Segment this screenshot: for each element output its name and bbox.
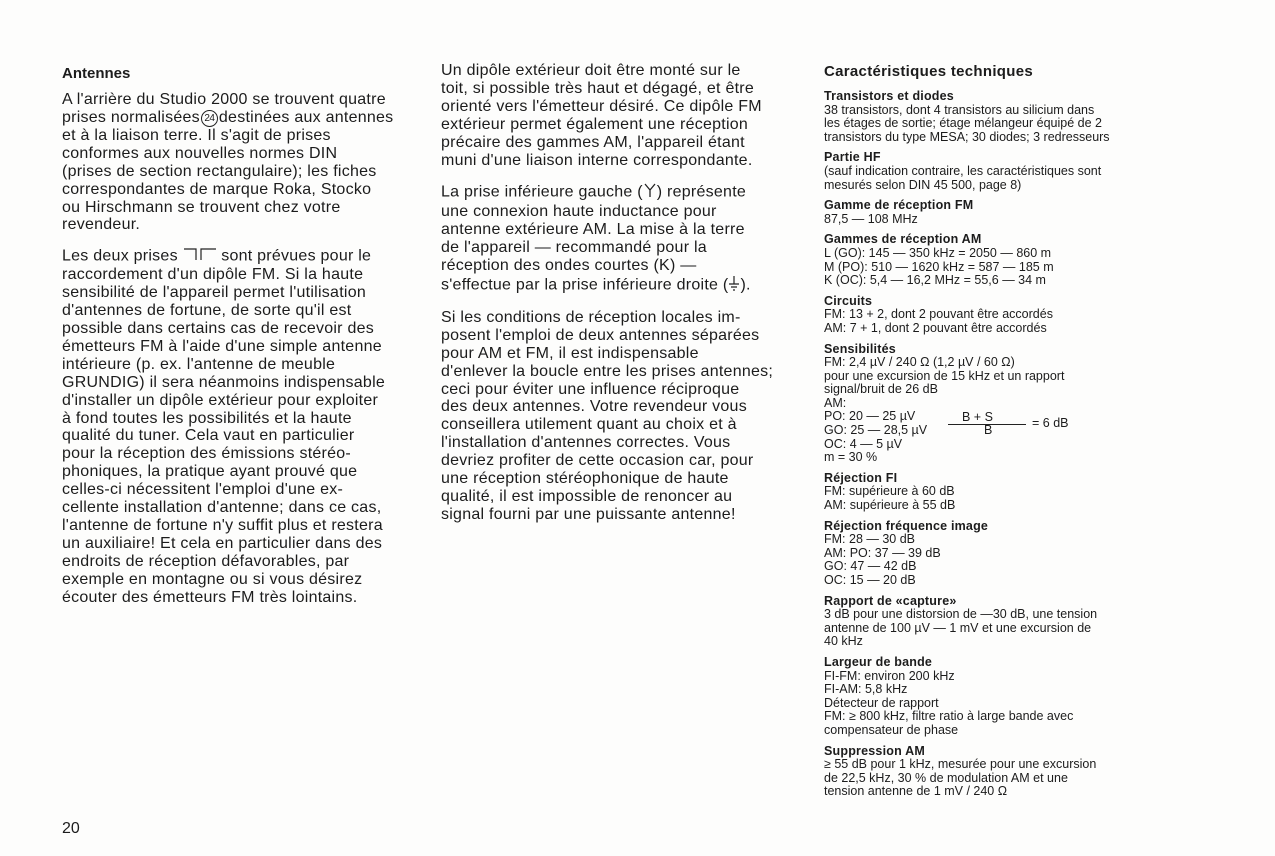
text-line: posent l'emploi de deux antennes séparées [441, 326, 760, 344]
spec-line: K (OC): 5,4 — 16,2 MHz = 55,6 — 34 m [824, 273, 1046, 288]
text-fragment: s'effectue par la prise inférieure droite ( [441, 276, 729, 294]
circled-reference-number: 24 [201, 110, 218, 127]
spec-line: pour une excursion de 15 kHz et un rapport [824, 368, 1065, 383]
text-line: sensibilité de l'appareil permet l'utilisation [62, 284, 366, 302]
spec-line: signal/bruit de 26 dB [824, 382, 938, 397]
spec-section [824, 745, 1174, 799]
text-line: l'installation d'antennes correctes. Vous [441, 434, 731, 452]
spec-line: FI-FM: environ 200 kHz [824, 668, 955, 683]
spec-line: GO: 25 — 28,5 µV [824, 423, 928, 438]
text-line: conseillera utilement quant au choix et à [441, 416, 737, 434]
spec-line: AM: 7 + 1, dont 2 pouvant être accordés [824, 320, 1047, 335]
text-fragment: destinées aux antennes [218, 108, 394, 126]
spec-line: Détecteur de rapport [824, 695, 939, 710]
text-line: (prises de section rectangulaire); les fiches [62, 162, 377, 180]
text-line: qualité du tuner. Cela vaut en particulier [62, 427, 355, 445]
spec-heading: Réjection FI [824, 470, 898, 485]
sensitivity-am-block [824, 410, 1174, 451]
text-line: d'installer un dipôle extérieur pour exploiter [62, 391, 379, 409]
text-line: GRUNDIG) il sera néanmoins indispensable [62, 373, 386, 391]
spec-line: 87,5 — 108 MHz [824, 211, 918, 226]
dipole-symbol-icon [183, 247, 217, 266]
text-line: d'enlever la boucle entre les prises antennes; [441, 362, 774, 380]
text-fragment: La prise inférieure gauche ( [441, 184, 643, 202]
ground-symbol-icon [728, 275, 740, 296]
spec-line: L (GO): 145 — 350 kHz = 2050 — 860 m [824, 245, 1052, 260]
text-fragment: ). [740, 276, 751, 294]
spec-line: 40 kHz [824, 634, 863, 649]
text-line: conformes aux nouvelles normes DIN [62, 144, 338, 162]
spec-heading: Suppression AM [824, 743, 925, 758]
text-fragment: Les deux prises [62, 248, 183, 266]
spec-line: FM: 13 + 2, dont 2 pouvant être accordés [824, 307, 1053, 322]
spec-section [824, 151, 1174, 192]
text-line: phoniques, la pratique ayant prouvé que [62, 463, 358, 481]
spec-line: PO: 20 — 25 µV [824, 409, 916, 424]
text-line: orienté vers l'émetteur désiré. Ce dipôle FM [441, 97, 762, 115]
page-number: 20 [62, 820, 80, 837]
spec-heading: Gammes de réception AM [824, 232, 982, 247]
fraction-denominator: B [984, 423, 993, 438]
spec-section [824, 656, 1174, 738]
spec-line: AM: [824, 395, 847, 410]
left-column [62, 64, 422, 619]
text-line: celles-ci nécessitent l'emploi d'une ex- [62, 481, 344, 499]
text-line: des deux antennes. Votre revendeur vous [441, 398, 747, 416]
spec-line: FM: 2,4 µV / 240 Ω (1,2 µV / 60 Ω) [824, 355, 1015, 370]
spec-line: transistors du type MESA; 30 diodes; 3 redresseurs [824, 129, 1110, 144]
spec-section [824, 520, 1174, 588]
text-line: signal fourni par une puissante antenne! [441, 505, 736, 523]
text-line: A l'arrière du Studio 2000 se trouvent quatre [62, 91, 386, 108]
spec-line: mesurés selon DIN 45 500, page 8) [824, 177, 1022, 192]
spec-line: compensateur de phase [824, 722, 959, 737]
spec-section [824, 199, 1174, 226]
spec-line: FI-AM: 5,8 kHz [824, 682, 908, 697]
text-line: Si les conditions de réception locales im- [441, 308, 741, 326]
text-line: écouter des émetteurs FM très lointains. [62, 588, 358, 606]
text-line: possible dans certains cas de recevoir des [62, 319, 374, 337]
text-line: précaire des gammes AM, l'appareil étant [441, 133, 745, 151]
spec-heading: Sensibilités [824, 341, 896, 356]
text-line [441, 275, 781, 296]
text-line: revendeur. [62, 216, 141, 234]
text-line: un auxiliaire! Et cela en particulier dans des [62, 534, 383, 552]
spec-line: de 22,5 kHz, 30 % de modulation AM et une [824, 770, 1068, 785]
spec-line: (sauf indication contraire, les caractéristiques sont [824, 163, 1102, 178]
spec-section [824, 90, 1174, 144]
spec-section [824, 343, 1174, 465]
spec-section [824, 595, 1174, 649]
text-line: de l'appareil — recommandé pour la [441, 239, 707, 257]
spec-line: tension antenne de 1 mV / 240 Ω [824, 784, 1008, 799]
text-line [62, 109, 422, 127]
spec-section [824, 295, 1174, 336]
text-line: pour AM et FM, il est indispensable [441, 344, 699, 362]
spec-heading: Circuits [824, 293, 873, 308]
text-line: une connexion haute inductance pour [441, 203, 717, 221]
text-line: ceci pour éviter une influence réciproque [441, 380, 740, 398]
text-line: extérieur permet également une réception [441, 115, 749, 133]
text-line: une réception stéréophonique de haute [441, 470, 729, 488]
text-line: d'antennes de fortune, de sorte qu'il est [62, 302, 352, 320]
spec-line: FM: supérieure à 60 dB [824, 484, 955, 499]
paragraph [441, 62, 781, 169]
spec-line: M (PO): 510 — 1620 kHz = 587 — 185 m [824, 259, 1054, 274]
text-line: toit, si possible très haut et dégagé, et être [441, 79, 755, 97]
text-line [62, 247, 422, 266]
spec-line: OC: 4 — 5 µV [824, 436, 903, 451]
spec-heading: Largeur de bande [824, 654, 933, 669]
spec-line: OC: 15 — 20 dB [824, 573, 916, 587]
spec-line: AM: supérieure à 55 dB [824, 498, 956, 513]
text-fragment: sont prévues pour le [216, 248, 372, 266]
text-line: qualité, il est impossible de renoncer au [441, 487, 733, 505]
text-line: ou Hirschmann se trouvent chez votre [62, 198, 341, 216]
spec-heading: Gamme de réception FM [824, 198, 974, 213]
text-line: endroits de réception défavorables, par [62, 552, 350, 570]
fraction-result: = 6 dB [1032, 416, 1069, 431]
spec-line: antenne de 100 µV — 1 mV et une excursion de [824, 620, 1092, 635]
text-line: cellente installation d'antenne; dans ce cas, [62, 499, 382, 517]
text-line: émetteurs FM à l'aide d'une simple antenne [62, 337, 382, 355]
specs-title: Caractéristiques techniques [824, 63, 1034, 80]
spec-line: GO: 47 — 42 dB [824, 559, 917, 574]
paragraph [62, 91, 422, 234]
text-line: exemple en montagne ou si vous désirez [62, 570, 363, 588]
spec-line: AM: PO: 37 — 39 dB [824, 545, 941, 560]
text-line: Un dipôle extérieur doit être monté sur le [441, 62, 741, 79]
text-line: devriez profiter de cette occasion car, pour [441, 452, 754, 470]
section-heading-antennes: Antennes [62, 65, 131, 82]
text-line: réception des ondes courtes (K) — [441, 257, 697, 275]
spec-line: 38 transistors, dont 4 transistors au silicium dans [824, 102, 1095, 117]
text-line: intérieure (p. ex. l'antenne de meuble [62, 355, 336, 373]
text-line: raccordement d'un dipôle FM. Si la haute [62, 266, 364, 284]
spec-heading: Rapport de «capture» [824, 593, 957, 608]
spec-line: les étages de sortie; étage mélangeur équipé de 2 [824, 116, 1102, 131]
spec-section [824, 233, 1174, 287]
paragraph [441, 182, 781, 295]
spec-line: m = 30 % [824, 450, 878, 465]
paragraph [441, 309, 781, 524]
middle-column [441, 62, 781, 537]
text-line: antenne extérieure AM. La mise à la terre [441, 221, 745, 239]
spec-line: FM: 28 — 30 dB [824, 532, 916, 547]
text-line: correspondantes de marque Roka, Stocko [62, 180, 372, 198]
spec-line: 3 dB pour une distorsion de —30 dB, une tension [824, 607, 1098, 622]
text-line: pour la réception des émissions stéréo- [62, 445, 351, 463]
spec-heading: Partie HF [824, 150, 881, 165]
text-line: et à la liaison terre. Il s'agit de prises [62, 126, 331, 144]
paragraph [62, 247, 422, 606]
spec-section [824, 472, 1174, 513]
text-fragment: ) représente [656, 184, 747, 202]
spec-line: ≥ 55 dB pour 1 kHz, mesurée pour une excursion [824, 757, 1097, 772]
antenna-symbol-icon [643, 182, 657, 203]
spec-line: FM: ≥ 800 kHz, filtre ratio à large bande avec [824, 709, 1074, 724]
text-fragment: prises normalisées [62, 108, 200, 126]
text-line: à fond toutes les possibilités et la haute [62, 409, 352, 427]
technical-specs-column [824, 62, 1174, 806]
spec-heading: Réjection fréquence image [824, 518, 989, 533]
fraction-numerator: B + S [962, 410, 993, 425]
text-line: l'antenne de fortune n'y suffit plus et restera [62, 516, 383, 534]
text-line: muni d'une liaison interne correspondante. [441, 151, 753, 169]
text-line [441, 182, 781, 203]
spec-heading: Transistors et diodes [824, 89, 954, 103]
